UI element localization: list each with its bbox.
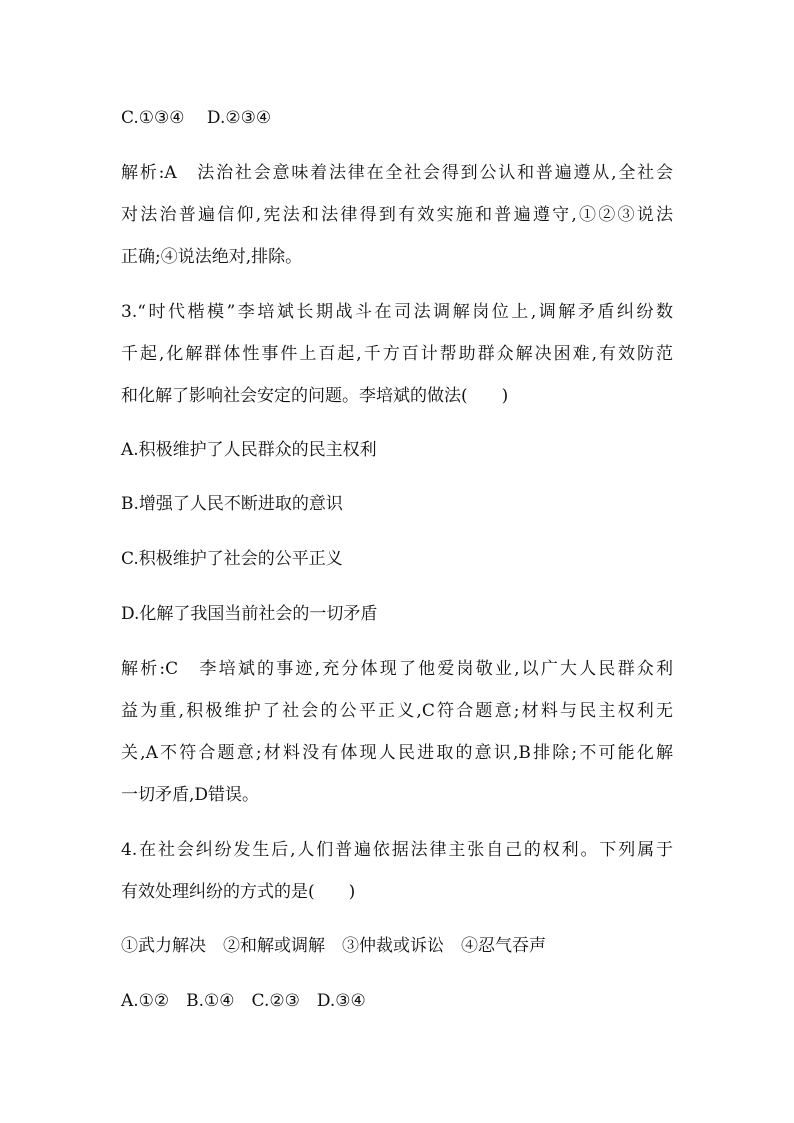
q3-stem-line-1: 3.“时代楷模”李培斌长期战斗在司法调解岗位上,调解矛盾纠纷数 [121,302,673,322]
q2-analysis-line-3: 正确;④说法绝对,排除。 [121,247,303,267]
q3-analysis-line-1: 解析:C 李培斌的事迹,充分体现了他爱岗敬业,以广大人民群众利 [121,659,673,679]
q3-option-b: B.增强了人民不断进取的意识 [121,494,343,514]
q2-analysis-line-1: 解析:A 法治社会意味着法律在全社会得到公认和普遍遵从,全社会 [121,163,673,183]
q4-options: A.①② B.①④ C.②③ D.③④ [121,991,366,1011]
q3-option-c: C.积极维护了社会的公平正义 [121,549,343,569]
q3-analysis-line-3: 关,A不符合题意;材料没有体现人民进取的意识,B排除;不可能化解 [121,743,673,763]
q3-analysis-line-2: 益为重,积极维护了社会的公平正义,C符合题意;材料与民主权利无 [121,701,673,721]
q4-items: ①武力解决 ②和解或调解 ③仲裁或诉讼 ④忍气吞声 [121,936,546,956]
q3-stem-line-2: 千起,化解群体性事件上百起,千方百计帮助群众解决困难,有效防范 [121,344,673,364]
q3-analysis-line-4: 一切矛盾,D错误。 [121,785,260,805]
q3-option-d: D.化解了我国当前社会的一切矛盾 [121,604,378,624]
q4-stem-line-1: 4.在社会纠纷发生后,人们普遍依据法律主张自己的权利。下列属于 [121,840,673,860]
q3-option-a: A.积极维护了人民群众的民主权利 [121,440,377,460]
q2-analysis-line-2: 对法治普遍信仰,宪法和法律得到有效实施和普遍遵守,①②③说法 [121,205,673,225]
q3-stem-line-3: 和化解了影响社会安定的问题。李培斌的做法( ) [121,386,509,406]
q2-options-cd: C.①③④ D.②③④ [121,108,272,128]
q4-stem-line-2: 有效处理纠纷的方式的是( ) [121,882,356,902]
